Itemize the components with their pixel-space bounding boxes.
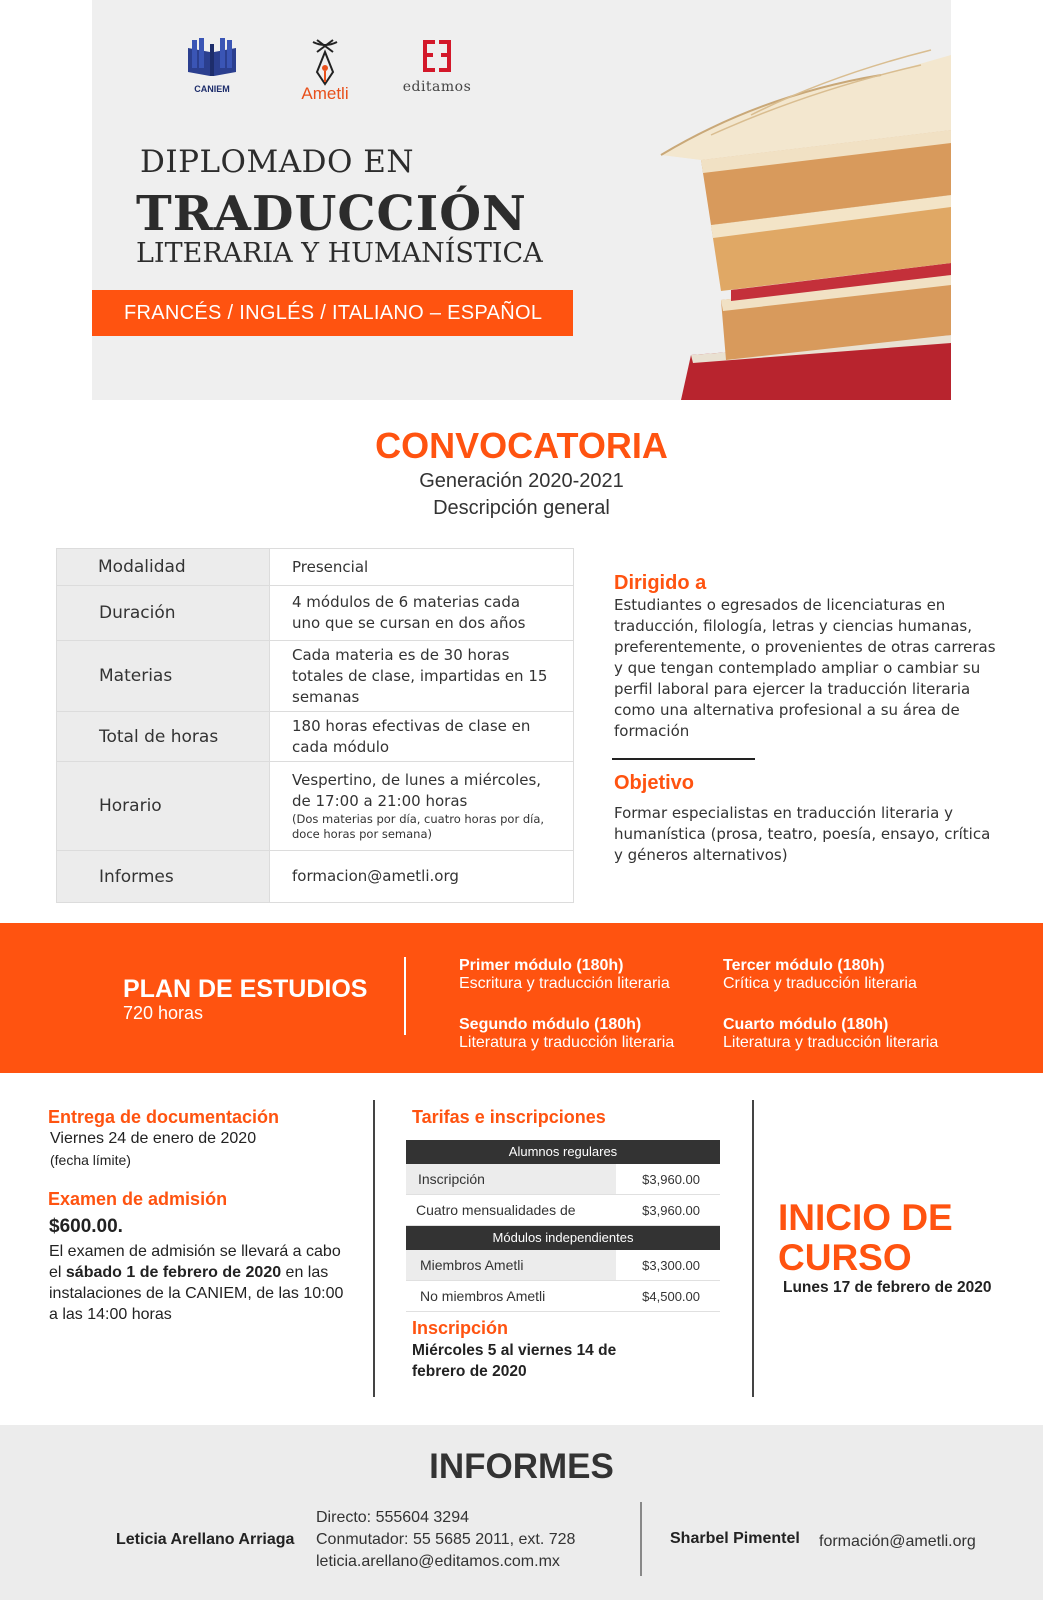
table-row (406, 1250, 720, 1281)
column-divider-left (373, 1100, 375, 1397)
row-value: Cada materia es de 30 horas totales de clase, impartidas en 15 semanas (269, 641, 573, 711)
inscripcion-line2: febrero de 2020 (412, 1363, 527, 1380)
caniem-logo (184, 38, 240, 94)
caniem-logo-text: CANIEM (194, 84, 230, 94)
generation-text: Generación 2020-2021 (419, 470, 624, 492)
row-label: Horario (57, 762, 269, 850)
ametli-logo-text: Ametli (301, 84, 349, 103)
module-2 (459, 1016, 674, 1052)
fee-value: $3,300.00 (616, 1250, 720, 1280)
examen-text-end: en las instalaciones de la CANIEM, de las 10:00 a las 14:00 horas (49, 1264, 344, 1323)
plan-hours: 720 horas (123, 1003, 204, 1023)
fees-group-header: Módulos independientes (406, 1226, 720, 1250)
pen-nib-logo-icon (305, 38, 345, 88)
column-divider-right (752, 1100, 754, 1397)
info-table (56, 548, 574, 903)
inicio-title: INICIO DE (778, 1197, 953, 1238)
entrega-title: Entrega de documentación (48, 1107, 280, 1127)
row-label: Materias (57, 641, 269, 711)
module-3 (723, 957, 917, 993)
book-stack-image (631, 35, 951, 400)
module-title: Segundo módulo (180h) (459, 1016, 642, 1033)
plan-divider (404, 957, 406, 1035)
divider (612, 758, 755, 760)
fee-value: $3,960.00 (616, 1164, 720, 1194)
dirigido-title: Dirigido a (614, 572, 707, 594)
inscripcion-title: Inscripción (412, 1318, 509, 1338)
examen-text (49, 1241, 349, 1325)
table-row (406, 1281, 720, 1312)
examen-price: $600.00. (49, 1216, 123, 1237)
contact1-email[interactable]: leticia.arellano@editamos.com.mx (316, 1553, 560, 1570)
inicio-date: Lunes 17 de febrero de 2020 (783, 1279, 992, 1296)
title-diplomado: DIPLOMADO EN (140, 144, 414, 180)
row-label: Modalidad (57, 549, 269, 585)
contact1-name: Leticia Arellano Arriaga (116, 1531, 295, 1548)
fees-table (406, 1140, 720, 1312)
contact1-conmutador: Conmutador: 55 5685 2011, ext. 728 (316, 1531, 576, 1548)
plan-title: PLAN DE ESTUDIOS (123, 975, 368, 1003)
footer-divider (640, 1502, 642, 1576)
module-title: Tercer módulo (180h) (723, 957, 885, 974)
row-value: 4 módulos de 6 materias cada uno que se cursan en dos años (269, 586, 573, 640)
module-desc: Literatura y traducción literaria (723, 1034, 939, 1051)
table-row (57, 850, 573, 902)
fee-value: $4,500.00 (616, 1281, 720, 1311)
fee-label: Cuatro mensualidades de (416, 1202, 576, 1218)
description-text: Descripción general (433, 497, 610, 519)
inicio-title-2: CURSO (778, 1237, 912, 1278)
module-1 (459, 957, 670, 993)
contact2-email[interactable]: formación@ametli.org (819, 1533, 976, 1550)
examen-text-start: El examen de admisión se llevará a cabo el (49, 1243, 341, 1281)
row-value (269, 762, 573, 850)
dirigido-text: Estudiantes o egresados de licenciaturas en traducción, filología, letras y ciencias humanas, preferentemente, o provenientes de otras carreras y que tengan contemplado ampliar o cambiar su perfil laboral para ejercer la traducción literaria como una alternativa profesional a su área de formación (614, 596, 996, 740)
contact1-directo: Directo: 555604 3294 (316, 1509, 469, 1526)
table-row (57, 549, 573, 585)
entrega-date: Viernes 24 de enero de 2020 (50, 1130, 257, 1147)
module-desc: Escritura y traducción literaria (459, 975, 670, 992)
module-title: Cuarto módulo (180h) (723, 1016, 889, 1033)
table-row (406, 1164, 720, 1195)
languages-bar: FRANCÉS / INGLÉS / ITALIANO – ESPAÑOL (92, 290, 573, 336)
title-literaria: LITERARIA Y HUMANÍSTICA (136, 238, 543, 269)
fee-label: Miembros Ametli (420, 1257, 524, 1273)
examen-title: Examen de admisión (48, 1189, 228, 1209)
header-banner (92, 0, 951, 400)
ametli-logo (285, 38, 365, 104)
fee-label: Inscripción (418, 1171, 485, 1187)
inscripcion-line1: Miércoles 5 al viernes 14 de (412, 1342, 617, 1359)
module-desc: Crítica y traducción literaria (723, 975, 917, 992)
module-desc: Literatura y traducción literaria (459, 1034, 675, 1051)
table-row (57, 640, 573, 711)
convocatoria-title: CONVOCATORIA (375, 425, 668, 466)
examen-date: sábado 1 de febrero de 2020 (65, 1264, 282, 1281)
entrega-note: (fecha límite) (50, 1152, 131, 1168)
table-row (57, 585, 573, 640)
row-label: Informes (57, 851, 269, 902)
contact2-name: Sharbel Pimentel (670, 1530, 800, 1547)
table-row (57, 761, 573, 850)
row-value: formacion@ametli.org (269, 851, 573, 902)
editamos-mark-icon (419, 38, 455, 74)
horario-note: (Dos materias por día, cuatro horas por día, doce horas por semana) (292, 812, 545, 841)
objetivo-text: Formar especialistas en traducción literaria y humanística (prosa, teatro, poesía, ensayo, crítica y géneros alternativos) (614, 804, 991, 864)
footer (0, 1425, 1043, 1600)
row-value: Presencial (269, 549, 573, 585)
module-4 (723, 1016, 938, 1052)
table-row (57, 711, 573, 761)
editamos-logo (392, 38, 482, 95)
horario-text: Vespertino, de lunes a miércoles, de 17:00 a 21:00 horas (292, 771, 542, 810)
fees-group-header: Alumnos regulares (406, 1140, 720, 1164)
tarifas-title: Tarifas e inscripciones (412, 1107, 606, 1127)
row-label: Total de horas (57, 712, 269, 761)
title-traduccion: TRADUCCIÓN (136, 186, 527, 242)
informes-title: INFORMES (429, 1447, 614, 1486)
editamos-logo-text: editamos (402, 79, 472, 95)
book-logo-icon (184, 38, 240, 78)
objetivo-title: Objetivo (614, 772, 695, 794)
row-value: 180 horas efectivas de clase en cada módulo (269, 712, 573, 761)
plan-bar (0, 923, 1043, 1073)
module-title: Primer módulo (180h) (459, 957, 624, 974)
row-label: Duración (57, 586, 269, 640)
table-row (406, 1195, 720, 1226)
fee-label: No miembros Ametli (420, 1288, 546, 1304)
fee-value: $3,960.00 (616, 1195, 720, 1225)
